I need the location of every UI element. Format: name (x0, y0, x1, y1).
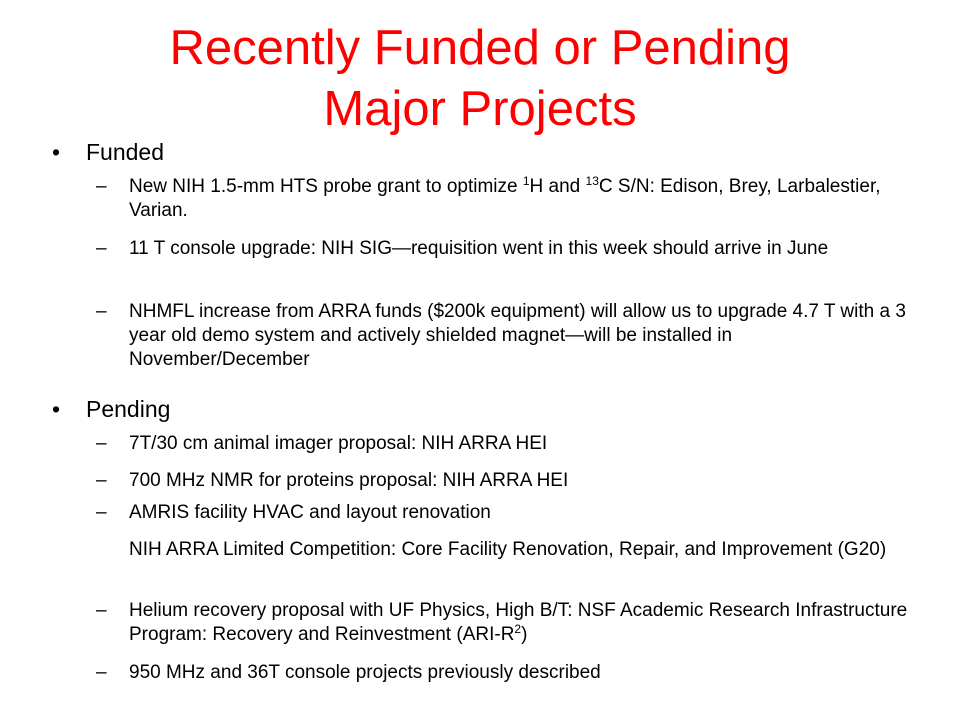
pending-item-3-detail-text: NIH ARRA Limited Competition: Core Facility Renovation, Repair, and Improvement (G20) (129, 539, 887, 560)
dash-icon: – (96, 470, 107, 491)
slide-title-line-2: Major Projects (323, 82, 637, 136)
dash-icon: – (96, 238, 107, 259)
bullet-icon: • (52, 139, 61, 165)
funded-item-3 (96, 300, 916, 372)
dash-icon: – (96, 600, 107, 621)
pending-item-4-text: Helium recovery proposal with UF Physics, High B/T: NSF Academic Research Infrastructure Program: Recovery and Reinvestment $(ARI-R^2)$ (129, 600, 908, 645)
funded-item-2 (96, 237, 916, 261)
dash-icon: – (96, 433, 107, 454)
pending-item-5 (96, 661, 916, 685)
funded-item-2-text: 11 T console upgrade: NIH SIG—requisition went in this week should arrive in June (129, 238, 829, 259)
pending-item-5-text: 950 MHz and 36T console projects previously described (129, 662, 601, 683)
funded-heading-text: Funded (86, 139, 165, 165)
pending-item-1 (96, 432, 916, 456)
pending-item-1-text: 7T/30 cm animal imager proposal: NIH ARRA HEI (129, 433, 548, 454)
pending-item-4 (96, 599, 916, 647)
pending-heading-text: Pending (86, 396, 171, 422)
dash-icon: – (96, 662, 107, 683)
dash-icon: – (96, 176, 107, 197)
funded-item-1 (96, 175, 916, 223)
pending-item-2 (96, 469, 916, 493)
funded-item-3-text: NHMFL increase from ARRA funds ($200k equipment) will allow us to upgrade 4.7 T with a 3 year old demo system and actively shielded magnet—will be installed in November/December (129, 301, 906, 370)
funded-item-1-text: New NIH 1.5-mm HTS probe grant to optimize $^1$H and $^{13}$C S/N: Edison, Brey, Larbalestier, Varian. (129, 174, 881, 221)
pending-item-2-text: 700 MHz NMR for proteins proposal: NIH ARRA HEI (129, 470, 569, 491)
slide-title-line-1: Recently Funded or Pending (169, 21, 791, 75)
pending-item-3-detail (96, 538, 916, 562)
pending-item-3 (96, 501, 916, 525)
dash-icon: – (96, 301, 107, 322)
bullet-icon: • (52, 396, 61, 422)
dash-icon: – (96, 502, 107, 523)
pending-item-3-text: AMRIS facility HVAC and layout renovation (129, 502, 491, 523)
